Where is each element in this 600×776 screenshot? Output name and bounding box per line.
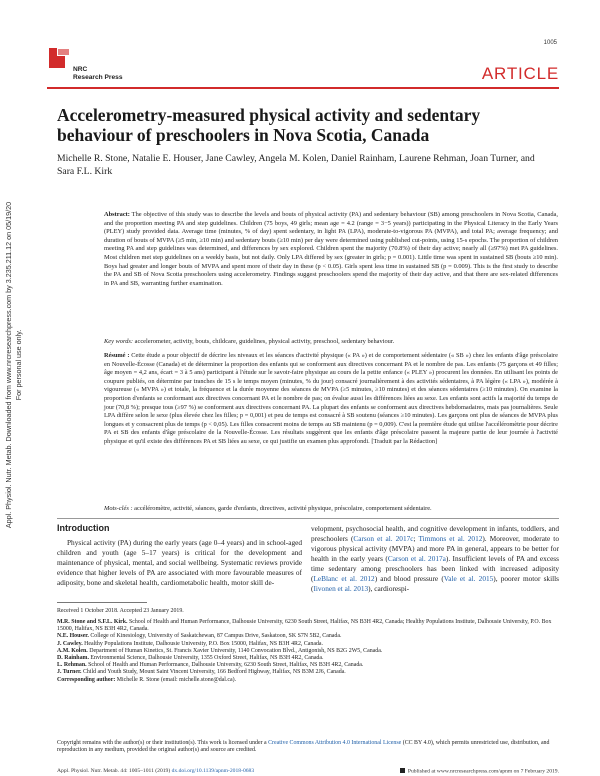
affiliation-text: Healthy Populations Institute, Dalhousie University, P.O. Box 15000, Halifax, NS B3H 4R2, Canada. [82, 640, 323, 647]
affiliation-entry [57, 669, 557, 676]
introduction-left-column: Physical activity (PA) during the early years (age 0–4 years) and in school-aged children and youth (age 5–17 years) is critical for the development and maintenance of physical, mental, and social wellbeing. Systematic reviews provide evidence that higher levels of PA are associated with more favourable measures of adiposity, bone and skeletal health, cardiometabolic health, motor skill de- [57, 538, 302, 587]
affiliation-text: College of Kinesiology, University of Saskatchewan, 87 Campus Drive, Saskatoon, SK S7N 5B2, Canada. [88, 633, 342, 640]
page-number: 1005 [543, 40, 557, 46]
citation-link[interactable]: LeBlanc et al. 2012 [313, 574, 375, 583]
affiliation-name: D. Rainham. [57, 655, 89, 662]
publisher-name [73, 66, 123, 81]
citation-link[interactable]: Carson et al. 2017a [387, 554, 446, 563]
section-divider [57, 518, 559, 519]
affiliation-text: Michelle R. Stone (email: michelle.stone@dal.ca). [115, 676, 237, 683]
resume-label: Résumé : [104, 352, 130, 359]
nrc-logo-icon [47, 46, 71, 70]
intro-text-7: ), cardiorespi- [368, 584, 410, 593]
affiliation-entry [57, 633, 557, 640]
publisher-line-2: Research Press [73, 73, 123, 81]
citation-link[interactable]: Iivonen et al. 2013 [313, 584, 369, 593]
copyright-notice [57, 740, 557, 754]
keywords-label: Key words: [104, 338, 134, 345]
intro-text-4: ). Insufficient levels of PA and excess time sedentary among preschoolers has been linked with increased adiposity ( [311, 554, 559, 583]
mots-cles-text: accéléromètre, activité, séances, garde d'enfants, directives, activité physique, préscolaire, comportement sédentaire. [132, 505, 432, 512]
affiliation-name: M.R. Stone and S.F.L. Kirk. [57, 619, 128, 625]
corresponding-author [57, 677, 557, 684]
copyright-text-2: (CC BY 4.0), which permits unrestricted use, distribution, and reproduction in any medium, provided the original author(s) and source are credited. [57, 740, 550, 754]
watermark-line-2: For personal use only. [13, 329, 23, 401]
author-list: Michelle R. Stone, Natalie E. Houser, Jane Cawley, Angela M. Kolen, Daniel Rainham, Laurene Rehman, Joan Turner, and Sara F.L. Kirk [57, 153, 535, 177]
resume [104, 352, 558, 447]
introduction-heading: Introduction [57, 523, 110, 533]
mots-cles-label: Mots-clés : [104, 505, 133, 512]
affiliation-text: School of Health and Human Performance, Dalhousie University, 6230 South Street, Halifax, NS B3H 4R2, Canada; Healthy Populations Institute, Dalhousie University, P.O. Box 15000, Halifax, NS B3H 4R2, Canada. [57, 619, 552, 633]
article-type-banner: ARTICLE [481, 64, 559, 83]
footer-published [400, 768, 559, 775]
nrc-logo [47, 44, 167, 84]
intro-text-5: ) and blood pressure ( [374, 574, 444, 583]
intro-text-2: ; [413, 534, 419, 543]
received-dates: Received 1 October 2018. Accepted 23 January 2019. [57, 608, 184, 614]
affiliation-name: L. Rehman. [57, 662, 87, 669]
publisher-line-1: NRC [73, 66, 88, 73]
affiliation-entry [57, 648, 557, 655]
copyright-text-1: Copyright remains with the author(s) or their institution(s). This work is licensed under a [57, 740, 269, 746]
introduction-right-column [311, 524, 559, 594]
affiliation-name: Corresponding author: [57, 676, 116, 683]
footer-citation [57, 768, 254, 774]
intro-text-6: ), poorer motor skills ( [311, 574, 559, 593]
doi-link[interactable]: dx.doi.org/10.1139/apnm-2018-0683 [171, 768, 255, 774]
affiliation-text: School of Health and Human Performance, Dalhousie University, 6230 South Street, Halifax, NS B3H 4R2, Canada. [86, 662, 364, 669]
resume-text: Cette étude a pour objectif de décrire les niveaux et les séances d'activité physique (« PA ») et de comportement sédentaire (« SB ») chez les enfants d'âge préscolaire en Nouvelle-Écosse (Canada) et de déterminer la proportion des enfants qui se conforment aux directives concernant PA et le nombre de pas. Les enfants (75 garçons et 49 filles; âge moyen = 4,2 ans, écart = 3 à 5 ans) participant à l'étude sur le savoir-faire physique au cours de la petite enfance (« PLEY ») procurent les données. En utilisant les points de coupure publiés, on détermine par tranches de 15 s le temps moyen (minutes, % du jour) consacré journalièrement à des activités sédentaires, à PA légère (« LPA »), modérée à vigoureuse (« MVPA ») et totale, la fréquence et la durée moyenne des séances de MVPA (≥5 minutes, ≥10 minutes) et des séances sédentaires (≥10 minutes). On examine la proportion d'enfants se conformant aux directives concernant PA et le nombre de pas; on évalue aussi les différences liées au sexe. Les enfants sont actifs la majorité du temps de jour (70,8 %); presque tous (≥97 %) se conforment aux directives concernant PA. La plupart des enfants se conforment aux directives hebdomadaires, mais pas journalières. Seule LPA diffère selon le sexe (plus élevée chez les filles; p = 0,001) et peu de temps est consacré à SB soutenu (séances ≥10 minutes). Les garçons ont plus de séances de MVPA plus longues et y consacrent plus de temps (p < 0,05). Les filles consacrent moins de temps au SB maintenu (p = 0,009). C'est la première étude qui utilise l'accéléromètrie pour décrire PA et SB des enfants d'âge préscolaire de la Nouvelle-Écosse. Les résultats suggèrent que les enfants d'âge préscolaire passent la majeure partie de leur journée à l'activité physique et qu'il existe des différences PA et SB liées au sexe, ce qui justifie un examen plus approfondi. [Traduit par la Rédaction] [104, 352, 558, 445]
article-title: Accelerometry-measured physical activity and sedentary behaviour of preschoolers in Nova Scotia, Canada [57, 105, 481, 145]
citation-link[interactable]: Vale et al. 2015 [443, 574, 494, 583]
intro-text-1: velopment, psychosocial health, and cognitive development in infants, toddlers, and preschoolers ( [311, 524, 559, 543]
affiliation-text: Environmental Science, Dalhousie University, 1355 Oxford Street, Halifax, NS B3H 4R2, Canada. [88, 655, 324, 662]
square-bullet-icon [400, 768, 405, 773]
affiliation-name: J. Cawley. [57, 640, 83, 647]
affiliation-entry [57, 619, 557, 633]
affiliation-entry [57, 641, 557, 648]
footnote-rule [57, 602, 147, 603]
citation-link[interactable]: Timmons et al. 2012 [418, 534, 483, 543]
header-rule [47, 87, 559, 89]
abstract-label: Abstract: [104, 211, 130, 218]
abstract-text: The objective of this study was to describe the levels and bouts of physical activity (PA) and sedentary behaviour (SB) among preschoolers in Nova Scotia, Canada, and the proportion meeting PA and step guidelines. Children (75 boys, 49 girls; mean age = 4.2 (range = 3−5 years)) participating in the Physical Literacy in the Early Years (PLEY) study provided data. Average time (minutes, % of day) spent sedentary, in light PA (LPA), moderate-to-vigorous PA (MVPA), and total PA; average frequency; and duration of bouts of MVPA (≥5 min, ≥10 min) and sedentary bouts (≥10 min) per day were determined using published cut-points, using 15-s epochs. The proportion of children meeting PA and step guidelines was determined, and differences by sex explored. Children spent the majority (70.8%) of their day active; nearly all (≥97%) met PA guidelines. Most children met step guidelines on a weekly basis, but not daily. Only LPA differed by sex (greater in girls; p = 0.001). Little time was spent in sustained SB (bouts ≥10 min). Boys had greater and longer bouts of MVPA and spent more of their day in these (p < 0.05). Girls spent less time in sustained SB (p = 0.009). This is the first study to describe the PA and SB of Nova Scotia preschoolers using accelerometry. Findings suggest preschoolers spend the majority of their day active, and that there are sex-related differences in PA and SB, warranting further examination. [104, 211, 558, 287]
affiliation-text: Department of Human Kinetics, St. Francis Xavier University, 1140 Convocation Blvd., Antigonish, NS B2G 2W5, Canada. [87, 647, 383, 654]
keywords-text: accelerometer, activity, bouts, childcare, guidelines, physical activity, preschool, sedentary behaviour. [133, 338, 395, 345]
download-watermark [4, 150, 28, 580]
mots-cles [104, 505, 558, 514]
intro-text-3: ). Moreover, moderate to vigorous physical activity (MVPA) and more PA in general, appears to be better for health in the early years ( [311, 534, 559, 563]
affiliation-text: Child and Youth Study, Mount Saint Vincent University, 166 Bedford Highway, Halifax, NS B3M 2J6, Canada. [81, 669, 346, 676]
abstract [104, 211, 558, 288]
keywords [104, 338, 558, 347]
journal-citation: Appl. Physiol. Nutr. Metab. 44: 1005–1011 (2019) [57, 768, 172, 774]
watermark-line-1: Appl. Physiol. Nutr. Metab. Downloaded from www.nrcresearchpress.com by 3.235.211.12 on 05/19/20 [4, 201, 13, 529]
license-link[interactable]: Creative Commons Attribution 4.0 International License [268, 740, 402, 746]
affiliation-name: J. Turner. [57, 669, 82, 676]
affiliations [57, 619, 557, 684]
affiliation-name: N.E. Houser. [57, 633, 89, 640]
affiliation-name: A.M. Kolen. [57, 647, 88, 654]
citation-link[interactable]: Carson et al. 2017c [353, 534, 414, 543]
published-date: Published at www.nrcresearchpress.com/apnm on 7 February 2019. [407, 768, 559, 775]
